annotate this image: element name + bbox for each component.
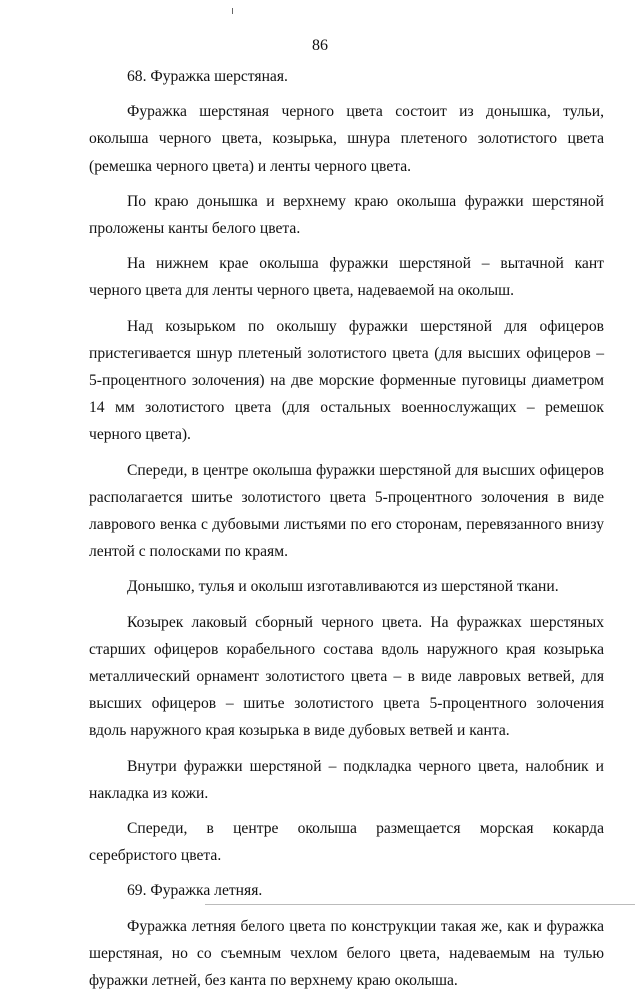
page-number: 86	[312, 37, 328, 54]
paragraph: По краю донышка и верхнему краю околыша фуражки шерстяной проложены канты белого цвета.	[89, 192, 604, 238]
paragraph: Козырек лаковый сборный черного цвета. На фуражках шерстяных старших офицеров корабельного состава вдоль наружного края козырька металлический орнамент золотистого цвета – в виде лавровых ветвей, для высших офицеров – шитье золотистого цвета 5-процентного золочения вдоль наружного края козырька в виде дубовых ветвей и канта.	[89, 613, 604, 740]
paragraph: Фуражка шерстяная черного цвета состоит из донышка, тульи, околыша черного цвета, козырька, шнура плетеного золотистого цвета (ремешка черного цвета) и ленты черного цвета.	[89, 103, 604, 175]
paragraph: Внутри фуражки шерстяной – подкладка черного цвета, налобник и накладка из кожи.	[89, 757, 604, 802]
paragraph: Над козырьком по околышу фуражки шерстяной для офицеров пристегивается шнур плетеный золотистого цвета (для высших офицеров – 5-процентного золочения) на две морские форменные пуговицы диаметром 14 мм золотистого цвета (для остальных военнослужащих – ремешок черного цвета).	[89, 317, 604, 444]
paragraph: Донышко, тулья и околыш изготавливаются из шерстяной ткани.	[127, 578, 559, 596]
paragraph: Фуражка летняя белого цвета по конструкции такая же, как и фуражка шерстяная, но со съемным чехлом белого цвета, надеваемым на тулью фуражки летней, без канта по верхнему краю околыша.	[89, 917, 604, 990]
section-heading-68: 68. Фуражка шерстяная.	[127, 68, 288, 85]
scan-artifact-top	[232, 8, 233, 14]
document-body	[89, 63, 604, 1002]
paragraph: Спереди, в центре околыша размещается морская кокарда серебристого цвета.	[89, 820, 604, 865]
section-heading-69: 69. Фуражка летняя.	[127, 882, 263, 900]
paragraph: На нижнем крае околыша фуражки шерстяной – вытачной кант черного цвета для ленты черного цвета, надеваемой на околыш.	[89, 255, 604, 300]
paragraph: Спереди, в центре околыша фуражки шерстяной для высших офицеров располагается шитье золотистого цвета 5-процентного золочения в виде лаврового венка с дубовыми листьями по его сторонам, перевязанного внизу лентой с полосками по краям.	[89, 461, 604, 561]
